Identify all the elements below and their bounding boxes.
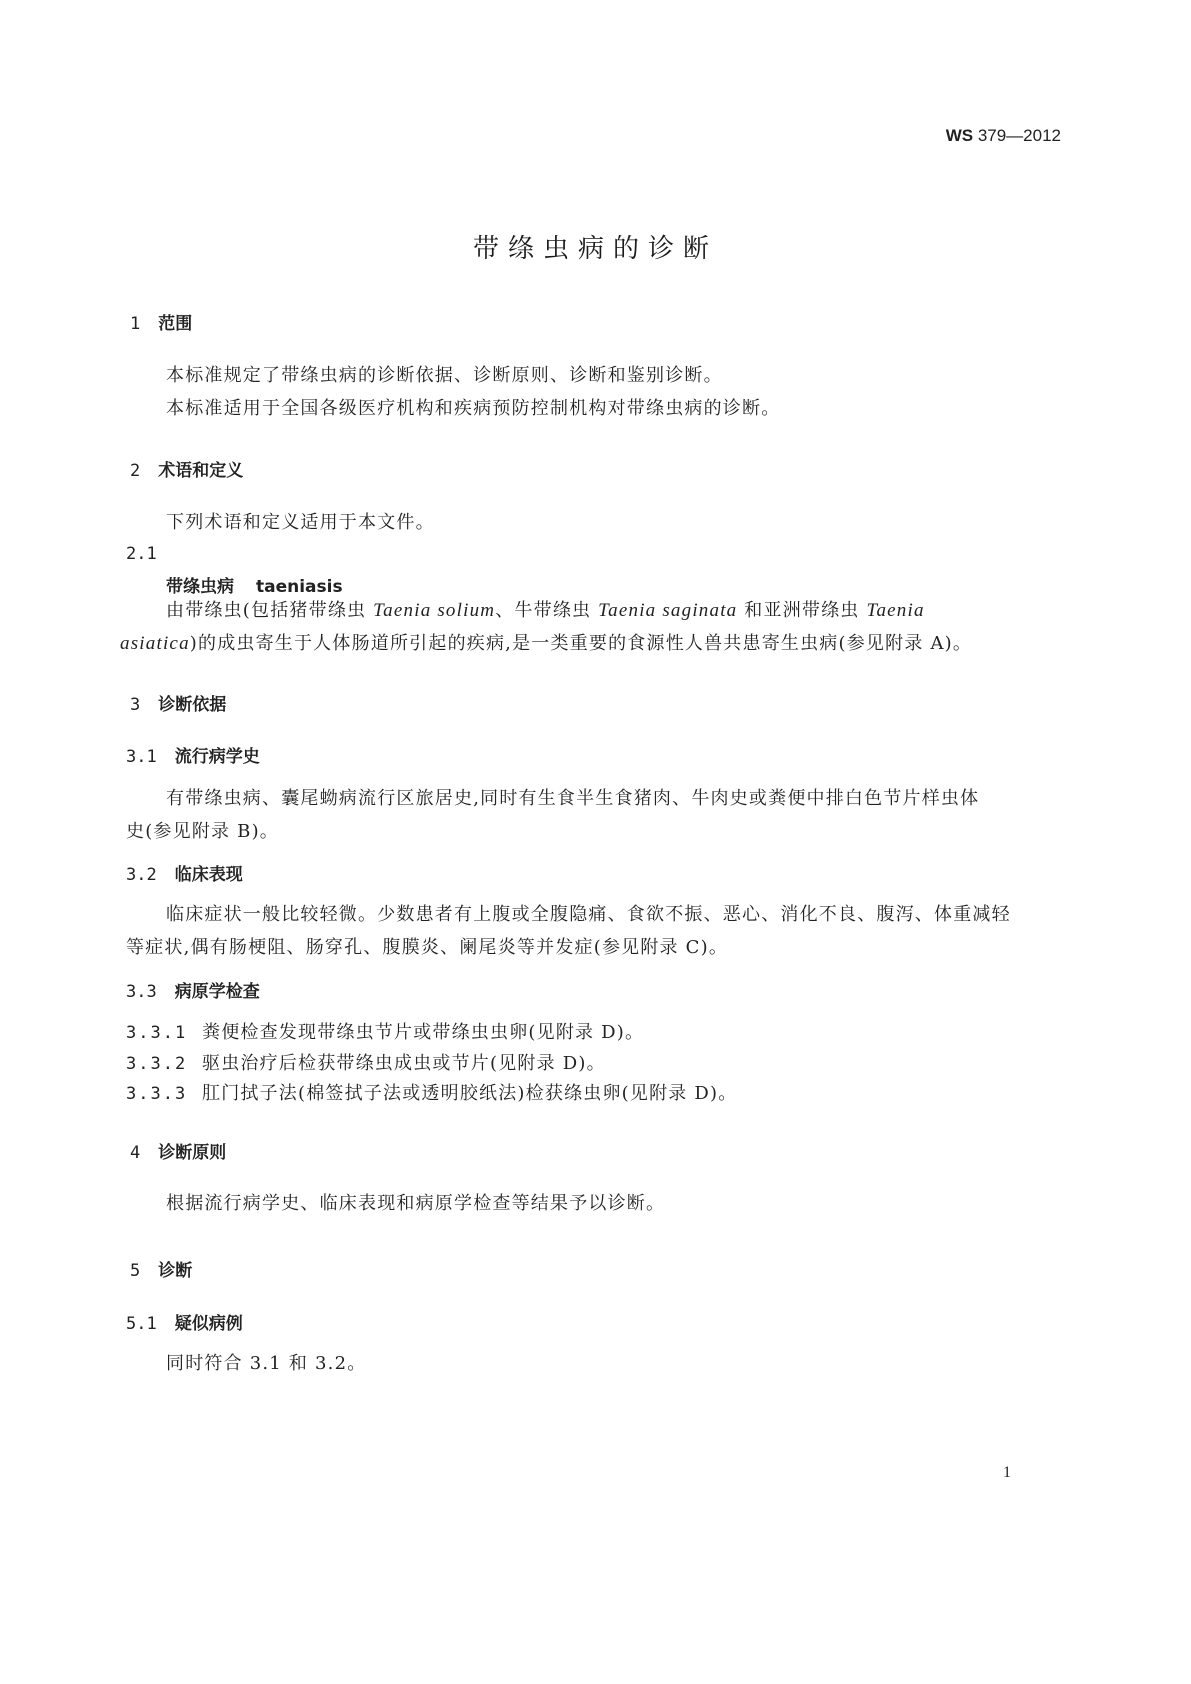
section-1-heading: 1 范围 bbox=[130, 314, 193, 334]
section-3-2-paragraph-line-1: 临床症状一般比较轻微。少数患者有上腹或全腹隐痛、食欲不振、恶心、消化不良、腹泻、体重减轻 bbox=[166, 904, 1011, 925]
section-5-1-heading: 5.1 疑似病例 bbox=[126, 1314, 243, 1334]
section-4-heading: 4 诊断原则 bbox=[130, 1143, 227, 1163]
term-definition-line-1: 由带绦虫(包括猪带绦虫 Taenia solium、牛带绦虫 Taenia saginata 和亚洲带绦虫 Taenia bbox=[166, 600, 925, 621]
section-2-paragraph: 下列术语和定义适用于本文件。 bbox=[166, 512, 435, 533]
species-taenia-solium: Taenia solium bbox=[373, 600, 496, 621]
section-1-paragraph-1: 本标准规定了带绦虫病的诊断依据、诊断原则、诊断和鉴别诊断。 bbox=[166, 365, 723, 386]
section-3-3-heading: 3.3 病原学检查 bbox=[126, 982, 260, 1002]
section-3-2-paragraph-line-2: 等症状,偶有肠梗阻、肠穿孔、腹膜炎、阑尾炎等并发症(参见附录 C)。 bbox=[126, 937, 729, 958]
subsection-3-3-2: 3.3.2 驱虫治疗后检获带绦虫成虫或节片(见附录 D)。 bbox=[126, 1053, 606, 1074]
term-definition-line-2: asiatica)的成虫寄生于人体肠道所引起的疾病,是一类重要的食源性人兽共患寄生虫病(参见附录 A)。 bbox=[120, 633, 973, 654]
section-5-heading: 5 诊断 bbox=[130, 1261, 193, 1281]
section-4-paragraph: 根据流行病学史、临床表现和病原学检查等结果予以诊断。 bbox=[166, 1193, 666, 1214]
section-3-1-paragraph-line-2: 史(参见附录 B)。 bbox=[126, 821, 279, 842]
standard-code: WS 379—2012 bbox=[945, 126, 1061, 145]
section-3-2-heading: 3.2 临床表现 bbox=[126, 865, 243, 885]
section-3-1-heading: 3.1 流行病学史 bbox=[126, 747, 260, 767]
species-taenia-asiatica-part1: Taenia bbox=[866, 600, 925, 621]
term-english: taeniasis bbox=[256, 577, 343, 597]
subsection-3-3-1: 3.3.1 粪便检查发现带绦虫节片或带绦虫虫卵(见附录 D)。 bbox=[126, 1022, 645, 1043]
species-taenia-asiatica-part2: asiatica bbox=[120, 633, 190, 654]
subsection-3-3-3: 3.3.3 肛门拭子法(棉签拭子法或透明胶纸法)检获绦虫卵(见附录 D)。 bbox=[126, 1083, 738, 1104]
section-2-heading: 2 术语和定义 bbox=[130, 461, 244, 481]
species-taenia-saginata: Taenia saginata bbox=[598, 600, 738, 621]
section-3-heading: 3 诊断依据 bbox=[130, 695, 227, 715]
section-5-1-paragraph: 同时符合 3.1 和 3.2。 bbox=[166, 1353, 367, 1374]
term-chinese: 带绦虫病 bbox=[166, 577, 234, 597]
page-number: 1 bbox=[1003, 1464, 1011, 1481]
document-title: 带绦虫病的诊断 bbox=[472, 234, 718, 264]
section-1-paragraph-2: 本标准适用于全国各级医疗机构和疾病预防控制机构对带绦虫病的诊断。 bbox=[166, 398, 781, 419]
section-3-1-paragraph-line-1: 有带绦虫病、囊尾蚴病流行区旅居史,同时有生食半生食猪肉、牛肉史或粪便中排白色节片样虫体 bbox=[166, 788, 980, 809]
subsection-2-1-number: 2.1 bbox=[126, 544, 157, 564]
